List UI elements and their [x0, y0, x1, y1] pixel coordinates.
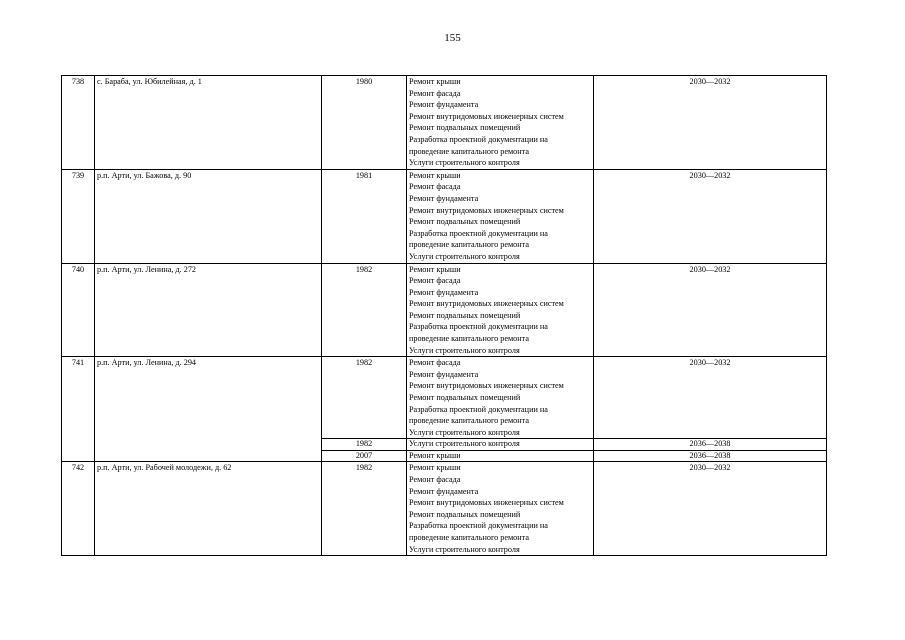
table-row — [62, 357, 827, 439]
work-item: проведение капитального ремонта — [409, 240, 529, 250]
work-item: Ремонт внутридомовых инженерных систем — [409, 111, 564, 121]
work-item: Услуги строительного контроля — [409, 427, 520, 437]
period-cell: 2036—2038 — [594, 439, 827, 451]
work-item: Ремонт фундамента — [409, 193, 479, 203]
work-item: Разработка проектной документации на — [409, 228, 548, 238]
row-number: 742 — [62, 462, 95, 556]
work-item: Ремонт внутридомовых инженерных систем — [409, 498, 564, 508]
work-item: Ремонт фундамента — [409, 486, 479, 496]
table-row — [62, 263, 827, 357]
year-cell: 1981 — [322, 169, 407, 263]
year-cell: 2007 — [322, 450, 407, 462]
work-item: проведение капитального ремонта — [409, 146, 529, 156]
work-item: Ремонт фундамента — [409, 369, 479, 379]
year-cell: 1980 — [322, 76, 407, 170]
row-number: 741 — [62, 357, 95, 462]
work-item: Ремонт крыши — [409, 463, 461, 473]
work-item: Ремонт подвальных помещений — [409, 217, 521, 227]
table-row — [62, 169, 827, 263]
works-cell — [407, 357, 594, 439]
work-item: Услуги строительного контроля — [409, 251, 520, 261]
page-number: 155 — [444, 32, 461, 44]
works-cell — [407, 450, 594, 462]
work-item: Ремонт фасада — [409, 475, 461, 484]
row-number: 739 — [62, 169, 95, 263]
works-cell — [407, 169, 594, 263]
work-item: Ремонт фундамента — [409, 287, 479, 297]
work-item: Разработка проектной документации на — [409, 322, 548, 332]
work-item: Ремонт фасада — [409, 276, 461, 286]
year-cell: 1982 — [322, 357, 407, 439]
works-cell — [407, 439, 594, 451]
work-item: Ремонт фундамента — [409, 100, 479, 110]
work-item: Ремонт внутридомовых инженерных систем — [409, 381, 564, 391]
period-cell: 2030—2032 — [594, 263, 827, 357]
work-item: Ремонт крыши — [409, 450, 461, 460]
table-row — [62, 462, 827, 556]
works-cell — [407, 76, 594, 170]
registry-table-body — [62, 76, 827, 556]
work-item: Ремонт фасада — [409, 182, 461, 192]
period-cell: 2030—2032 — [594, 357, 827, 439]
work-item: Ремонт внутридомовых инженерных систем — [409, 299, 564, 309]
work-item: проведение капитального ремонта — [409, 532, 529, 542]
table-row — [62, 76, 827, 170]
work-item: Ремонт крыши — [409, 77, 461, 86]
work-item: Услуги строительного контроля — [409, 439, 520, 449]
period-cell: 2030—2032 — [594, 462, 827, 556]
work-item: Ремонт крыши — [409, 170, 461, 180]
year-cell: 1982 — [322, 462, 407, 556]
work-item: Ремонт фасада — [409, 358, 461, 368]
period-cell: 2030—2032 — [594, 76, 827, 170]
work-item: Услуги строительного контроля — [409, 158, 520, 168]
work-item: проведение капитального ремонта — [409, 416, 529, 426]
address-cell: р.п. Арти, ул. Ленина, д. 272 — [95, 263, 322, 357]
address-cell: с. Бараба, ул. Юбилейная, д. 1 — [95, 76, 322, 170]
work-item: Услуги строительного контроля — [409, 544, 520, 554]
work-item: Ремонт подвальных помещений — [409, 310, 521, 320]
work-item: Ремонт крыши — [409, 264, 461, 274]
work-item: Услуги строительного контроля — [409, 345, 520, 355]
work-item: Ремонт подвальных помещений — [409, 123, 521, 133]
row-number: 740 — [62, 263, 95, 357]
work-item: Ремонт внутридомовых инженерных систем — [409, 205, 564, 215]
address-cell: р.п. Арти, ул. Ленина, д. 294 — [95, 357, 322, 462]
work-item: Ремонт подвальных помещений — [409, 509, 521, 519]
row-number: 738 — [62, 76, 95, 170]
period-cell: 2030—2032 — [594, 169, 827, 263]
work-item: Ремонт подвальных помещений — [409, 393, 521, 403]
works-cell — [407, 462, 594, 556]
works-cell — [407, 263, 594, 357]
work-item: Ремонт фасада — [409, 88, 461, 98]
year-cell: 1982 — [322, 439, 407, 451]
work-item: проведение капитального ремонта — [409, 334, 529, 344]
work-item: Разработка проектной документации на — [409, 134, 548, 144]
address-cell: р.п. Арти, ул. Бажова, д. 90 — [95, 169, 322, 263]
work-item: Разработка проектной документации на — [409, 404, 548, 414]
registry-table — [61, 75, 827, 556]
period-cell: 2036—2038 — [594, 450, 827, 462]
address-cell: р.п. Арти, ул. Рабочей молодежи, д. 62 — [95, 462, 322, 556]
work-item: Разработка проектной документации на — [409, 521, 548, 531]
year-cell: 1982 — [322, 263, 407, 357]
